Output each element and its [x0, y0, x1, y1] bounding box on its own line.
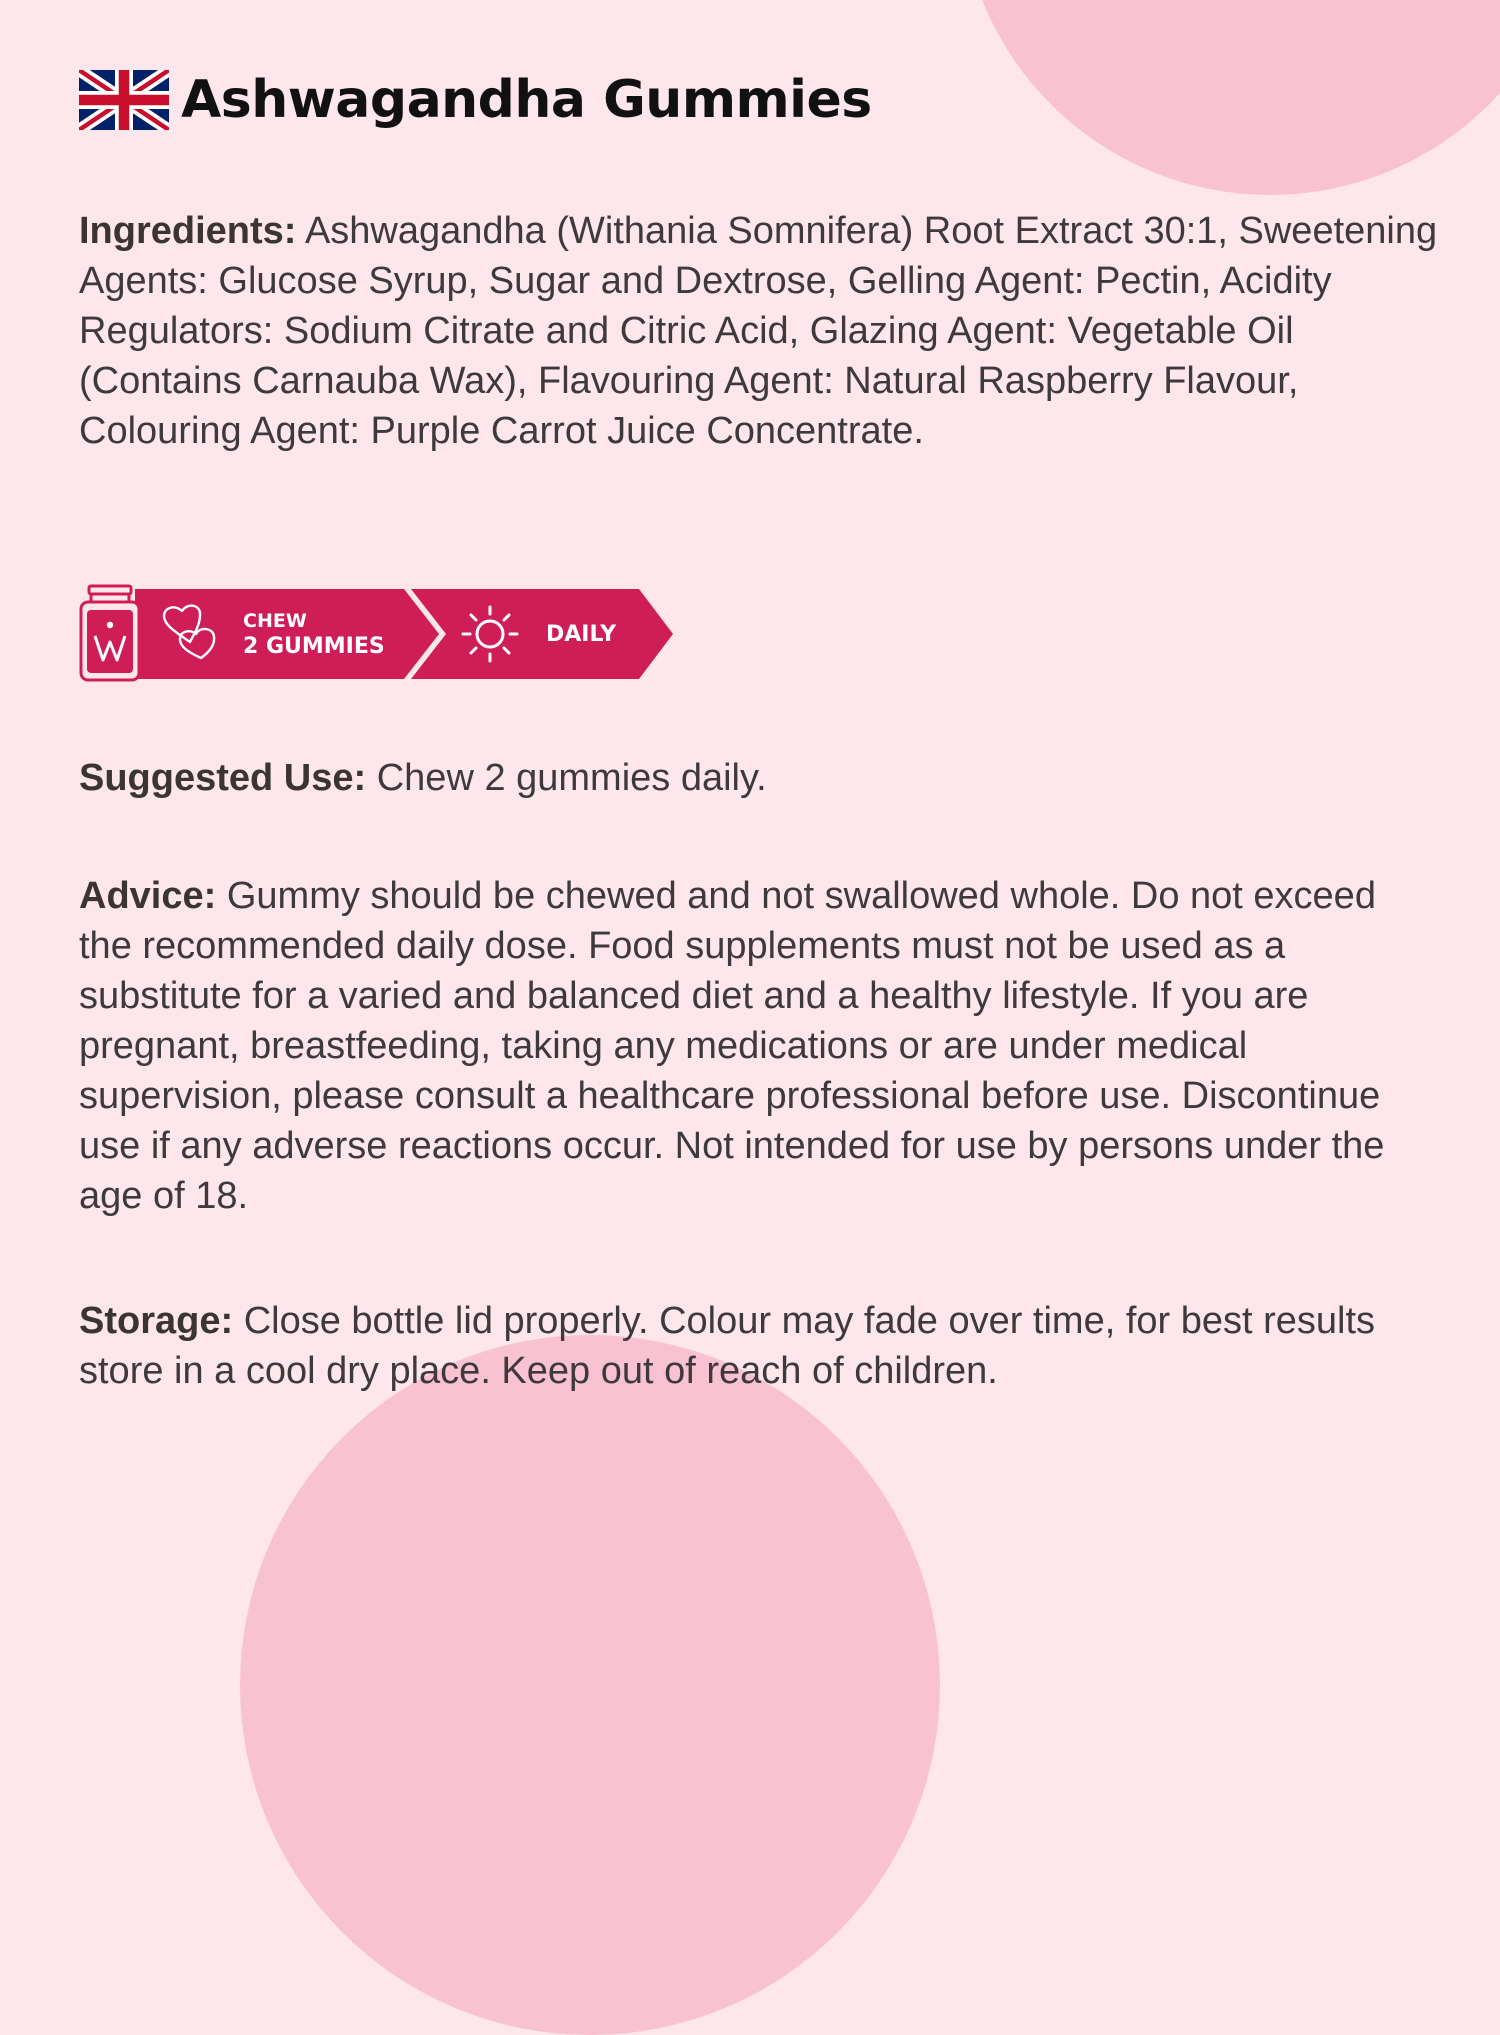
ingredients-paragraph: [79, 206, 1439, 456]
storage-label: Storage:: [79, 1300, 234, 1342]
background-circle-bottom: [240, 1335, 940, 2035]
page-title: Ashwagandha Gummies: [181, 70, 872, 130]
advice-paragraph: [79, 871, 1439, 1221]
advice-text: Gummy should be chewed and not swallowed whole. Do not exceed the recommended daily dose. Food supplements must not be used as a substitute for a varied and balanced diet and a healthy lifestyle. If you are pregnant, breastfeeding, taking any medications or are under medical supervision, please consult a healthcare professional before use. Discontinue use if any adverse reactions occur. Not intended for use by persons under the age of 18.: [79, 875, 1385, 1217]
suggested-use-paragraph: [79, 753, 1439, 803]
ingredients-text: Ashwagandha (Withania Somnifera) Root Extract 30:1, Sweetening Agents: Glucose Syrup, Sugar and Dextrose, Gelling Agent: Pectin, Acidity Regulators: Sodium Citrate and Citric Acid, Glazing Agent: Vegetable Oil (Contains Carnauba Wax), Flavouring Agent: Natural Raspberry Flavour, Colouring Agent: Purple Carrot Juice Concentrate.: [79, 210, 1438, 452]
storage-paragraph: [79, 1296, 1439, 1396]
usage-banner: [79, 584, 679, 684]
daily-label: DAILY: [546, 622, 616, 647]
ingredients-label: Ingredients:: [79, 210, 297, 252]
suggested-use-text: Chew 2 gummies daily.: [376, 757, 767, 799]
supplement-bottle-icon: [81, 586, 139, 680]
page-header: [79, 70, 872, 130]
uk-flag-icon: [79, 70, 169, 130]
suggested-use-label: Suggested Use:: [79, 757, 367, 799]
storage-text: Close bottle lid properly. Colour may fade over time, for best results store in a cool dry place. Keep out of reach of children.: [79, 1300, 1376, 1392]
background-circle-top: [960, 0, 1500, 195]
advice-label: Advice:: [79, 875, 217, 917]
gummies-count-label: 2 GUMMIES: [243, 634, 385, 659]
chew-label: CHEW: [243, 610, 307, 632]
